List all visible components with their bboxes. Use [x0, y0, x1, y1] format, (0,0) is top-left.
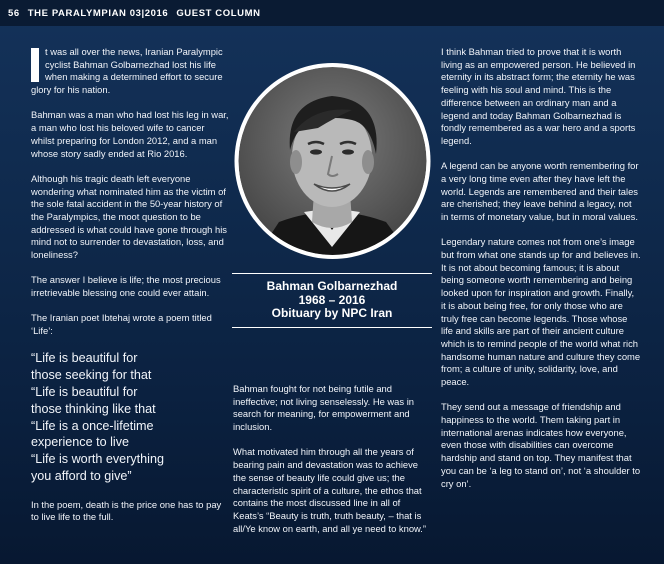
- paragraph: They send out a message of friendship and happiness to the world. Them taking part in international arenas indicates how everyone, even those with disabilities can overcome hardship and stand on top. They manifest that you can be ‘a leg to stand on’, not ‘a shoulder to cry on’.: [441, 401, 641, 489]
- caption-years: 1968 – 2016: [298, 292, 366, 307]
- magazine-title: THE PARALYMPIAN 03|2016: [27, 7, 169, 19]
- paragraph: A legend can be anyone worth remembering for a very long time even after they have left the world. Legends are remembered and their tales are cherished; they leave behind a legacy, not in terms of monetary value, but in moral values.: [441, 160, 639, 223]
- page-header: [0, 0, 664, 26]
- paragraph: In the poem, death is the price one has to pay to live life to the full.: [31, 498, 222, 523]
- article-column-3: [441, 46, 641, 503]
- paragraph: Bahman was a man who had lost his leg in war, a man who lost his beloved wife to cancer whilst preparing for London 2012, and a man whose story sadly ended at Rio 2016.: [31, 109, 229, 159]
- article-column-2: [233, 383, 432, 548]
- portrait-photo: [234, 62, 431, 260]
- photo-caption: [232, 273, 432, 328]
- caption-credit: Obituary by NPC Iran: [271, 306, 393, 320]
- poem-line: those seeking for that: [31, 368, 152, 383]
- drop-cap: [31, 48, 39, 82]
- poem-line: experience to live: [31, 435, 130, 450]
- page-number: 56: [8, 7, 20, 19]
- poem-line: “Life is worth everything: [31, 452, 164, 467]
- paragraph: Bahman fought for not being futile and ineffective; not living senselessly. He was in search for meaning, for empowerment and inclusion.: [233, 383, 414, 433]
- paragraph: The answer I believe is life; the most precious irretrievable blessing one could ever attain.: [31, 274, 221, 299]
- poem-line: “Life is beautiful for: [31, 384, 138, 399]
- poem-line: those thinking like that: [31, 401, 156, 416]
- paragraph: Legendary nature comes not from one’s image but from what one stands up for and believes in. It is not about becoming famous; it is about being someone worth remembering and being looked upon for inspiration and growth. Finally, it is about being free, for only those who are truly free can become legends. Those whose life and skills are part of their ancient culture which is to remind people of the world what rich handsome human nature and culture they come from; a culture of unity, solidarity, love, and peace.: [441, 236, 641, 388]
- paragraph: I think Bahman tried to prove that it is worth living as an empowered person. He believed in eternity in its abstract form; the eternity he was feeling with his soul and mind. This is the difference between an ordinary man and a legend and today Bahman Golbarnezhad is fondly remembered as a war hero and a sports legend.: [441, 46, 636, 146]
- poem-quote: [31, 350, 229, 484]
- caption-name: Bahman Golbarnezhad: [266, 279, 398, 293]
- poem-line: “Life is beautiful for: [31, 351, 138, 366]
- poem-line: “Life is a once-lifetime: [31, 418, 154, 433]
- article-column-1: [31, 46, 229, 537]
- section-label: GUEST COLUMN: [176, 7, 261, 19]
- paragraph: Although his tragic death left everyone wondering what nominated him as the victim of the sole fatal accident in the 50-year history of the Paralympics, the moot question to be addressed is what could have gone through his mind not to surrender to devastation, loss, and loneliness?: [31, 172, 227, 261]
- paragraph: What motivated him through all the years of bearing pain and devastation was to achieve the sense of beauty life could give us; the characteristic spirit of a culture, the ethos that contains the most discussed line in all of Keats’s “Beauty is truth, truth beauty, – that is all/Ye know on earth, and all ye need to know.”: [233, 446, 427, 534]
- poem-line: you afford to give”: [31, 468, 132, 483]
- portrait-image: [234, 62, 431, 260]
- paragraph: The Iranian poet Ibtehaj wrote a poem titled ‘Life’:: [31, 312, 212, 337]
- intro-paragraph: t was all over the news, Iranian Paralympic cyclist Bahman Golbarnezhad lost his life when making a determined effort to secure glory for his nation.: [31, 46, 223, 96]
